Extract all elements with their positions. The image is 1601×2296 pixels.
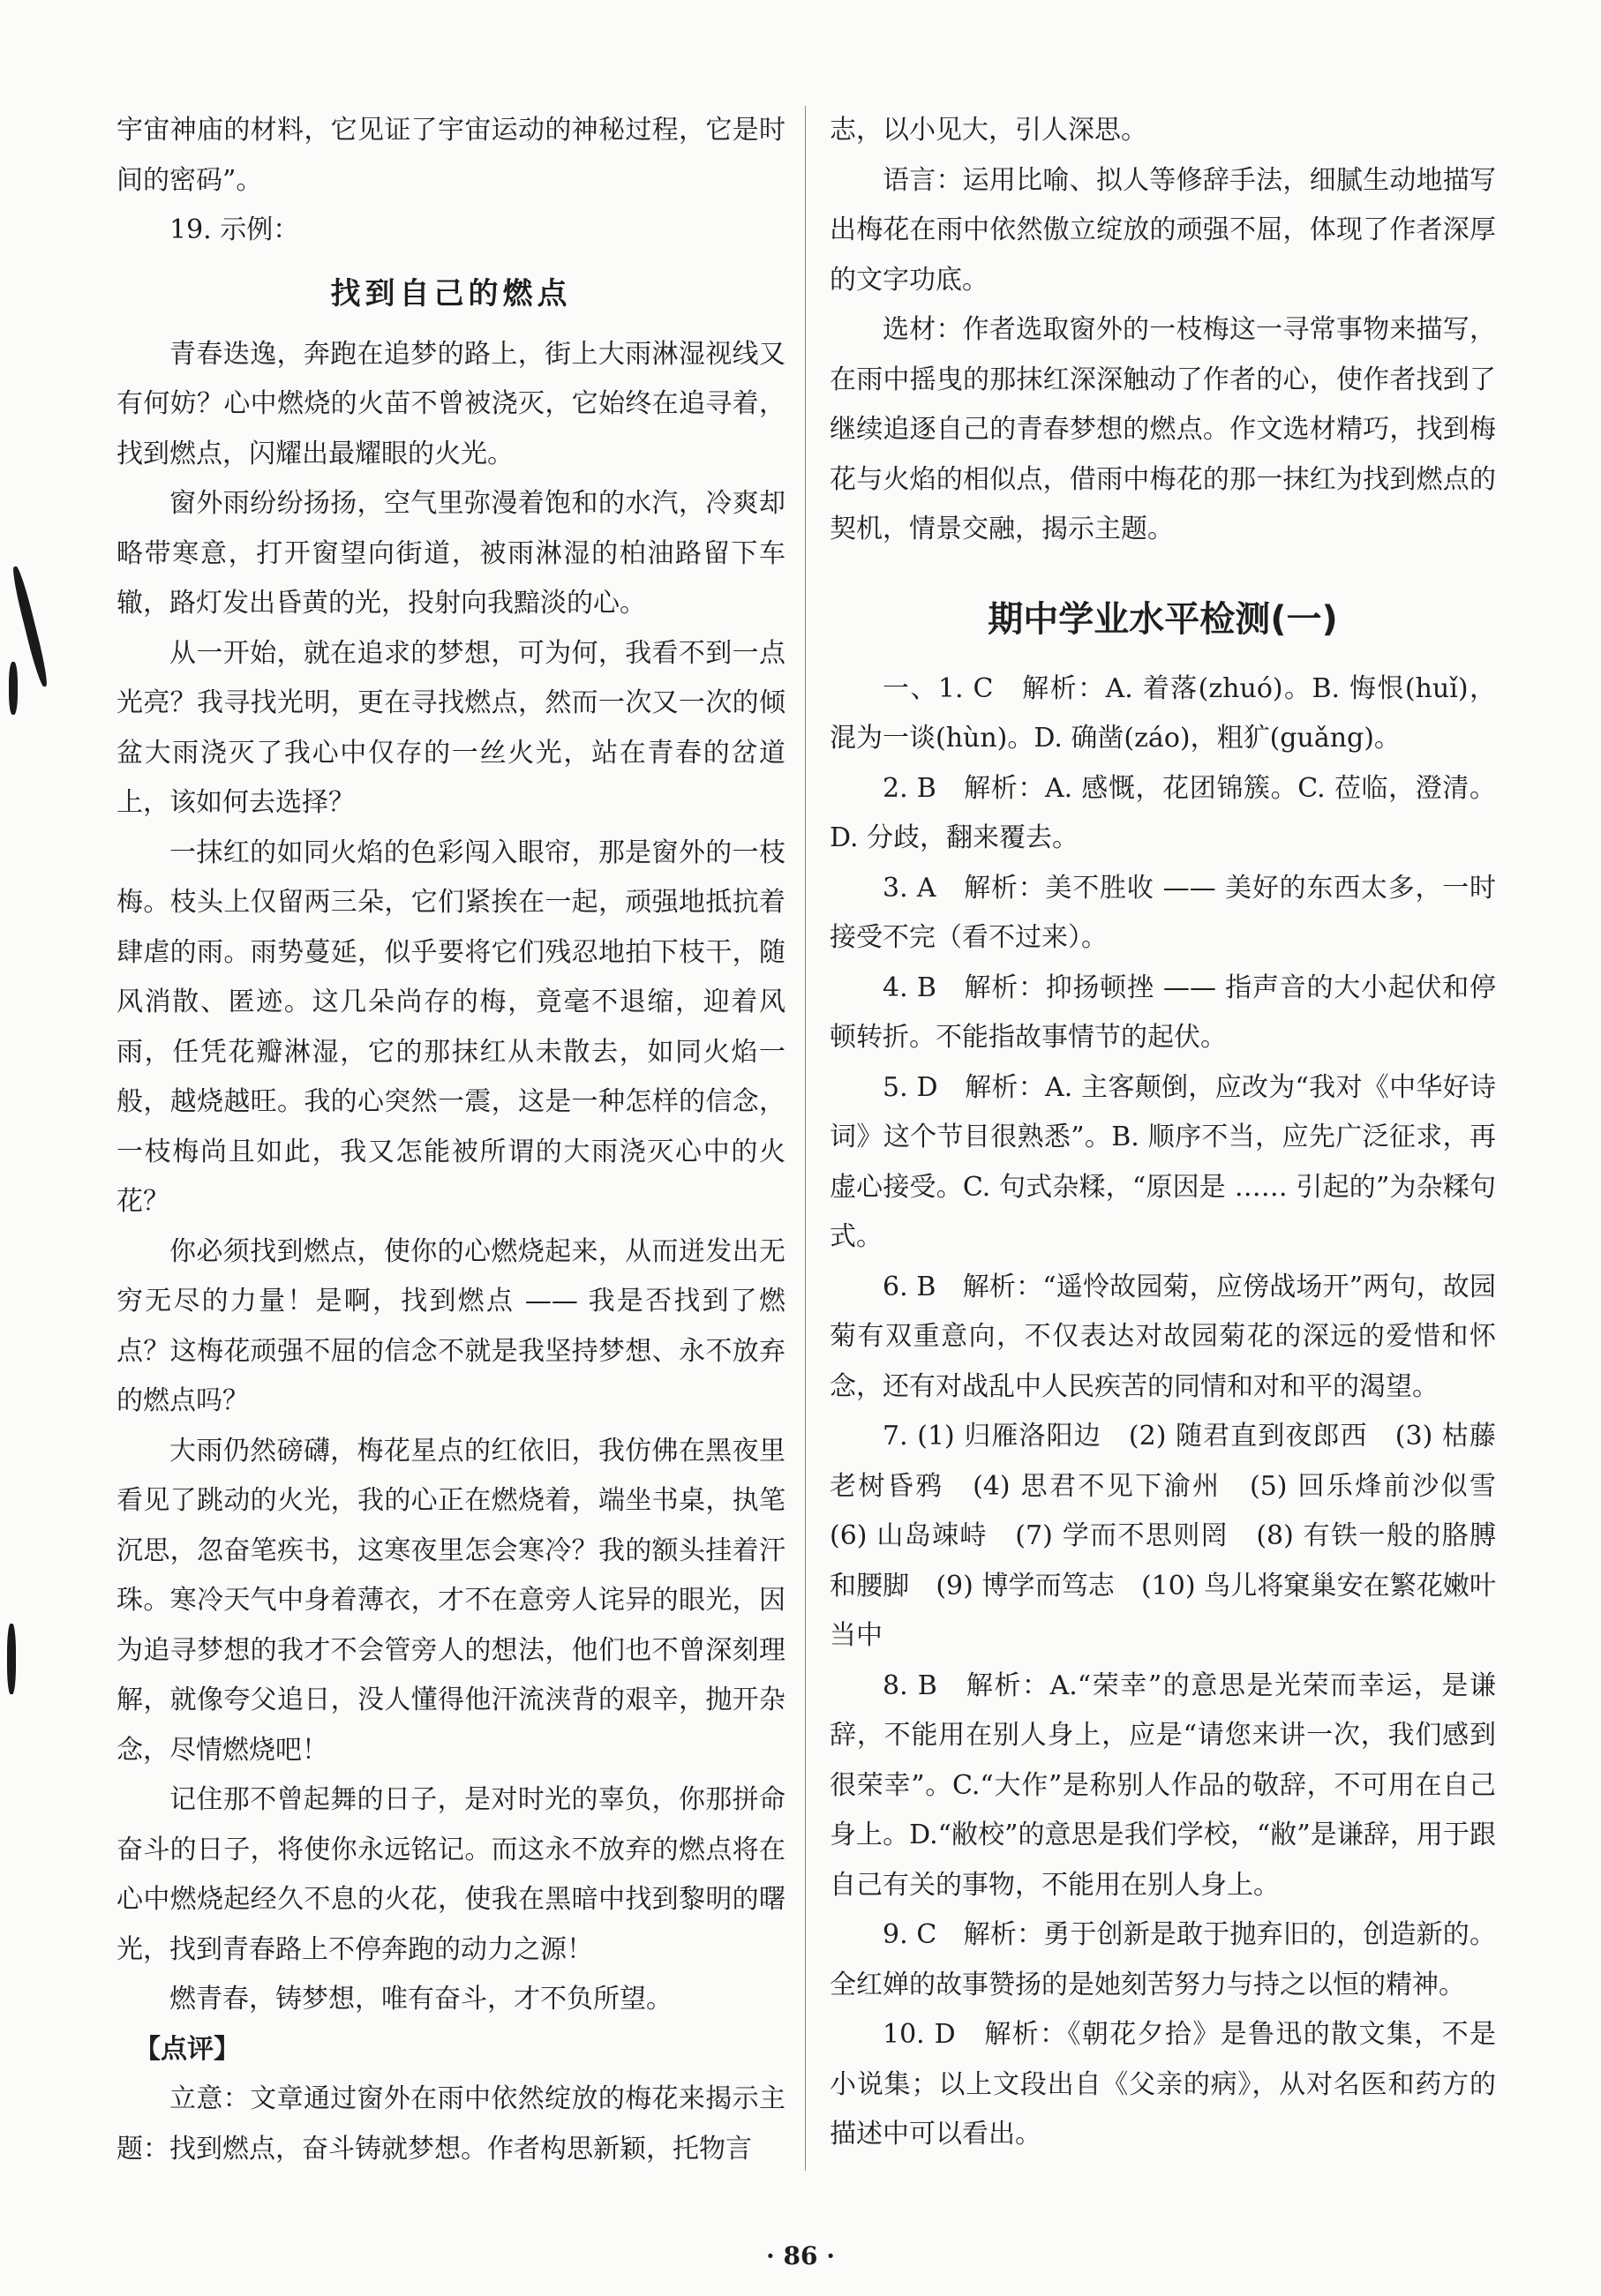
answer-item: 6. B 解析：“遥怜故园菊，应傍战场开”两句，故园菊有双重意向，不仅表达对故园菊花的深远的爱惜和怀念，还有对战乱中人民疾苦的同情和对和平的渴望。 bbox=[830, 1271, 1496, 1402]
paragraph: 宇宙神庙的材料，它见证了宇宙运动的神秘过程，它是时间的密码”。 bbox=[117, 115, 785, 196]
paragraph: 选材：作者选取窗外的一枝梅这一寻常事物来描写，在雨中摇曳的那抹红深深触动了作者的心，使作者找到了继续追逐自己的青春梦想的燃点。作文选材精巧，找到梅花与火焰的相似点，借雨中梅花的那一抹红为找到燃点的契机，情景交融，揭示主题。 bbox=[830, 314, 1496, 544]
paragraph: 一抹红的如同火焰的色彩闯入眼帘，那是窗外的一枝梅。枝头上仅留两三朵，它们紧挨在一起，顽强地抵抗着肆虐的雨。雨势蔓延，似乎要将它们残忍地拍下枝干，随风消散、匿迹。这几朵尚存的梅，竟毫不退缩，迎着风雨，任凭花瓣淋湿，它的那抹红从未散去，如同火焰一般，越烧越旺。我的心突然一震，这是一种怎样的信念，一枝梅尚且如此，我又怎能被所谓的大雨浇灭心中的火花？ bbox=[117, 837, 785, 1217]
paragraph: 大雨仍然磅礴，梅花星点的红依旧，我仿佛在黑夜里看见了跳动的火光，我的心正在燃烧着，端坐书桌，执笔沉思，忽奋笔疾书，这寒夜里怎会寒冷？我的额头挂着汗珠。寒冷天气中身着薄衣，才不在意旁人诧异的眼光，因为追寻梦想的我才不会管旁人的想法，他们也不曾深刻理解，就像夸父追日，没人懂得他汗流浃背的艰辛，抛开杂念，尽情燃烧吧！ bbox=[117, 1435, 785, 1766]
paragraph: 立意：文章通过窗外在雨中依然绽放的梅花来揭示主题：找到燃点，奋斗铸就梦想。作者构思新颖，托物言 bbox=[117, 2083, 785, 2165]
section-title: 期中学业水平检测(一) bbox=[988, 598, 1338, 640]
paragraph: 你必须找到燃点，使你的心燃烧起来，从而迸发出无穷无尽的力量！是啊，找到燃点 —— 我是否找到了燃点？这梅花顽强不屈的信念不就是我坚持梦想、永不放弃的燃点吗？ bbox=[117, 1235, 785, 1416]
answer-item: 5. D 解析：A. 主客颠倒，应改为“我对《中华好诗词》这个节目很熟悉”。B. 顺序不当，应先广泛征求，再虚心接受。C. 句式杂糅，“原因是 …… 引起的”为杂糅句式。 bbox=[830, 1071, 1496, 1252]
answer-item: 8. B 解析：A.“荣幸”的意思是光荣而幸运，是谦辞，不能用在别人身上，应是“请您来讲一次，我们感到很荣幸”。C.“大作”是称别人作品的敬辞，不可用在自己身上。D.“敝校”的意思是我们学校，“敝”是谦辞，用于跟自己有关的事物，不能用在别人身上。 bbox=[830, 1669, 1496, 1901]
answer-item: 3. A 解析：美不胜收 —— 美好的东西太多，一时接受不完（看不过来）。 bbox=[830, 872, 1496, 953]
comment-heading: 【点评】 bbox=[134, 2033, 240, 2065]
answer-item: 4. B 解析：抑扬顿挫 —— 指声音的大小起伏和停顿转折。不能指故事情节的起伏。 bbox=[830, 972, 1496, 1053]
page-number: · 86 · bbox=[766, 2241, 835, 2270]
left-column bbox=[117, 106, 785, 2174]
answer-item: 一、1. C 解析：A. 着落(zhuó)。B. 悔恨(huǐ)，混为一谈(hùn)。D. 确凿(záo)，粗犷(guǎng)。 bbox=[830, 672, 1496, 754]
answer-item: 7. (1) 归雁洛阳边 (2) 随君直到夜郎西 (3) 枯藤老树昏鸦 (4) 思君不见下渝州 (5) 回乐烽前沙似雪 (6) 山岛竦峙 (7) 学而不思则罔 (8) 有铁一般的胳膊和腰脚 (9) 博学而笃志 (10) 鸟儿将窠巢安在繁花嫩叶当中 bbox=[830, 1421, 1522, 1651]
paragraph: 记住那不曾起舞的日子，是对时光的辜负，你那拼命奋斗的日子，将使你永远铭记。而这永不放弃的燃点将在心中燃烧起经久不息的火花，使我在黑暗中找到黎明的曙光，找到青春路上不停奔跑的动力之源！ bbox=[117, 1784, 785, 1965]
paragraph: 志，以小见大，引人深思。 bbox=[830, 115, 1147, 146]
paragraph: 语言：运用比喻、拟人等修辞手法，细腻生动地描写出梅花在雨中依然傲立绽放的顽强不屈，体现了作者深厚的文字功底。 bbox=[830, 164, 1496, 296]
essay-title: 找到自己的燃点 bbox=[330, 275, 572, 311]
answer-item: 2. B 解析：A. 感慨，花团锦簇。C. 莅临，澄清。D. 分歧，翻来覆去。 bbox=[830, 772, 1496, 853]
question-label-19: 19. 示例： bbox=[169, 214, 300, 245]
right-column bbox=[830, 106, 1522, 2160]
answer-item: 10. D 解析：《朝花夕拾》是鲁迅的散文集，不是小说集；以上文段出自《父亲的病》，从对名医和药方的描述中可以看出。 bbox=[830, 2019, 1496, 2150]
column-divider bbox=[805, 106, 806, 2171]
scan-mark-middle bbox=[9, 662, 18, 715]
paragraph: 燃青春，铸梦想，唯有奋斗，才不负所望。 bbox=[169, 1984, 673, 2015]
paragraph: 青春迭逸，奔跑在追梦的路上，街上大雨淋湿视线又有何妨？心中燃烧的火苗不曾被浇灭，它始终在追寻着，找到燃点，闪耀出最耀眼的火光。 bbox=[117, 338, 785, 469]
answer-item: 9. C 解析：勇于创新是敢于抛弃旧的，创造新的。全红婵的故事赞扬的是她刻苦努力与持之以恒的精神。 bbox=[830, 1919, 1496, 2000]
scan-mark-bottom bbox=[7, 1624, 16, 1694]
paragraph: 从一开始，就在追求的梦想，可为何，我看不到一点光亮？我寻找光明，更在寻找燃点，然而一次又一次的倾盆大雨浇灭了我心中仅存的一丝火光，站在青春的岔道上，该如何去选择？ bbox=[117, 637, 785, 818]
paragraph: 窗外雨纷纷扬扬，空气里弥漫着饱和的水汽，冷爽却略带寒意，打开窗望向街道，被雨淋湿的柏油路留下车辙，路灯发出昏黄的光，投射向我黯淡的心。 bbox=[117, 488, 785, 619]
